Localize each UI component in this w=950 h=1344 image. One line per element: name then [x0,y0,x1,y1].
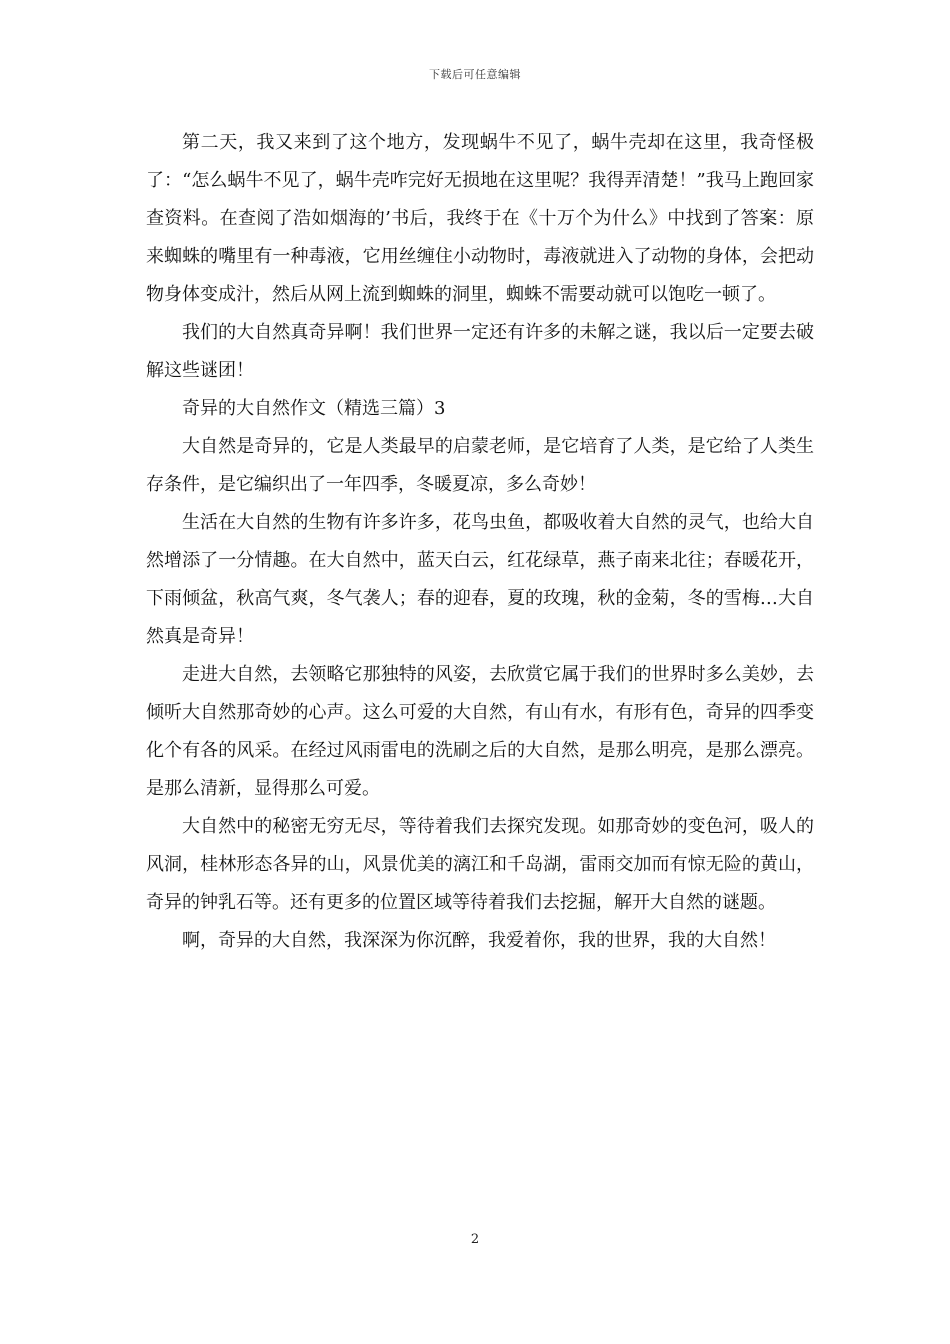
essay-title: 奇异的大自然作文（精选三篇）3 [182,398,446,419]
paragraph-snail-shell: 第二天，我又来到了这个地方，发现蜗牛不见了，蜗牛壳却在这里，我奇怪极了：“怎么蜗牛不见了，蜗牛壳咋完好无损地在这里呢？我得弄清楚！”我马上跑回家查资料。在查阅了浩如烟海的’书后，我终于在《十万个为什么》中找到了答案：原来蜘蛛的嘴里有一种毒液，它用丝缠住小动物时，毒液就进入了动物的身体，会把动物身体变成汁，然后从网上流到蜘蛛的洞里，蜘蛛不需要动就可以饱吃一顿了。 [146,132,814,305]
paragraph-conclusion: 啊，奇异的大自然，我深深为你沉醉，我爱着你，我的世界，我的大自然！ [182,930,776,951]
paragraph-creatures: 生活在大自然的生物有许多许多，花鸟虫鱼，都吸收着大自然的灵气，也给大自然增添了一分情趣。在大自然中，蓝天白云，红花绿草，燕子南来北往；春暖花开，下雨倾盆，秋高气爽，冬气袭人；春的迎春，夏的玫瑰，秋的金菊，冬的雪梅…大自然真是奇异！ [146,512,814,647]
page-number: 2 [470,1232,480,1247]
paragraph-mysteries: 我们的大自然真奇异啊！我们世界一定还有许多的未解之谜，我以后一定要去破解这些谜团！ [146,322,814,381]
paragraph-teacher: 大自然是奇异的，它是人类最早的启蒙老师，是它培育了人类，是它给了人类生存条件，是它编织出了一年四季，冬暖夏凉，多么奇妙！ [146,436,814,495]
header-note: 下载后可任意编辑 [429,68,521,81]
paragraph-walk-into-nature: 走进大自然，去领略它那独特的风姿，去欣赏它属于我们的世界时多么美妙，去倾听大自然那奇妙的心声。这么可爱的大自然，有山有水，有形有色，奇异的四季变化个有各的风采。在经过风雨雷电的洗刷之后的大自然，是那么明亮，是那么漂亮。是那么清新，显得那么可爱。 [146,664,814,799]
paragraph-secrets: 大自然中的秘密无穷无尽，等待着我们去探究发现。如那奇妙的变色河，吸人的风洞，桂林形态各异的山，风景优美的漓江和千岛湖，雷雨交加而有惊无险的黄山，奇异的钟乳石等。还有更多的位置区域等待着我们去挖掘，解开大自然的谜题。 [146,816,814,913]
document-body [146,124,814,960]
